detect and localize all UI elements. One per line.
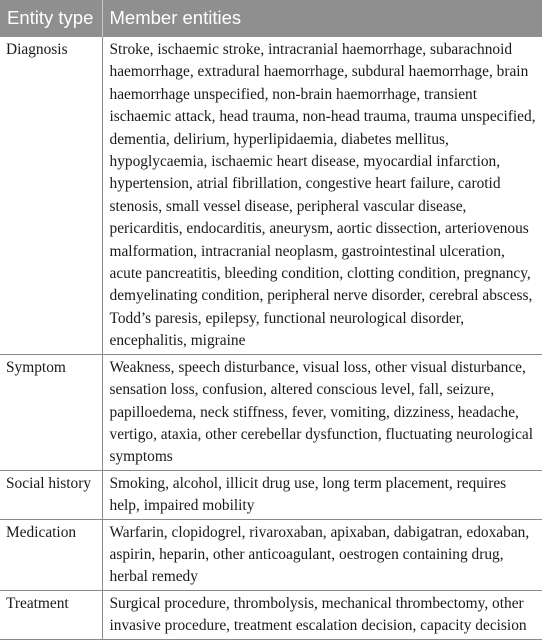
table-row-social-history (0, 470, 542, 519)
entity-type-cell: Treatment (0, 590, 102, 639)
table-row-treatment (0, 590, 542, 639)
table-row-diagnosis (0, 37, 542, 354)
table-body (0, 37, 542, 639)
member-entities-cell: Smoking, alcohol, illicit drug use, long term placement, requires help, impaired mobility (102, 470, 542, 519)
header-member-entities: Member entities (102, 0, 542, 37)
entity-type-cell: Social history (0, 470, 102, 519)
table-row-symptom (0, 354, 542, 470)
table-row-medication (0, 519, 542, 590)
header-entity-type: Entity type (0, 0, 102, 37)
entity-type-cell: Medication (0, 519, 102, 590)
member-entities-cell: Weakness, speech disturbance, visual loss, other visual disturbance, sensation loss, confusion, altered conscious level, fall, seizure, papilloedema, neck stiffness, fever, vomiting, dizziness, headache, vertigo, ataxia, other cerebellar dysfunction, fluctuating neurological symptoms (102, 354, 542, 470)
member-entities-cell: Stroke, ischaemic stroke, intracranial haemorrhage, subarachnoid haemorrhage, extradural haemorrhage, subdural haemorrhage, brain haemorrhage unspecified, non-brain haemorrhage, transient ischaemic attack, head trauma, non-head trauma, trauma unspecified, dementia, delirium, hyperlipidaemia, diabetes mellitus, hypoglycaemia, ischaemic heart disease, myocardial infarction, hypertension, atrial fibrillation, congestive heart failure, carotid stenosis, small vessel disease, peripheral vascular disease, pericarditis, endocarditis, aneurysm, aortic dissection, arteriovenous malformation, intracranial neoplasm, gastrointestinal ulceration, acute pancreatitis, bleeding condition, clotting condition, pregnancy, demyelinating condition, peripheral nerve disorder, cerebral abscess, Todd’s paresis, epilepsy, functional neurological disorder, encephalitis, migraine (102, 37, 542, 354)
entity-type-cell: Diagnosis (6, 41, 68, 58)
table-header (0, 0, 542, 37)
member-entities-cell: Surgical procedure, thrombolysis, mechanical thrombectomy, other invasive procedure, treatment escalation decision, capacity decision (102, 590, 542, 639)
header-row (0, 0, 542, 37)
entity-type-cell: Symptom (0, 354, 102, 470)
member-entities-cell: Warfarin, clopidogrel, rivaroxaban, apixaban, dabigatran, edoxaban, aspirin, heparin, other anticoagulant, oestrogen containing drug, herbal remedy (102, 519, 542, 590)
